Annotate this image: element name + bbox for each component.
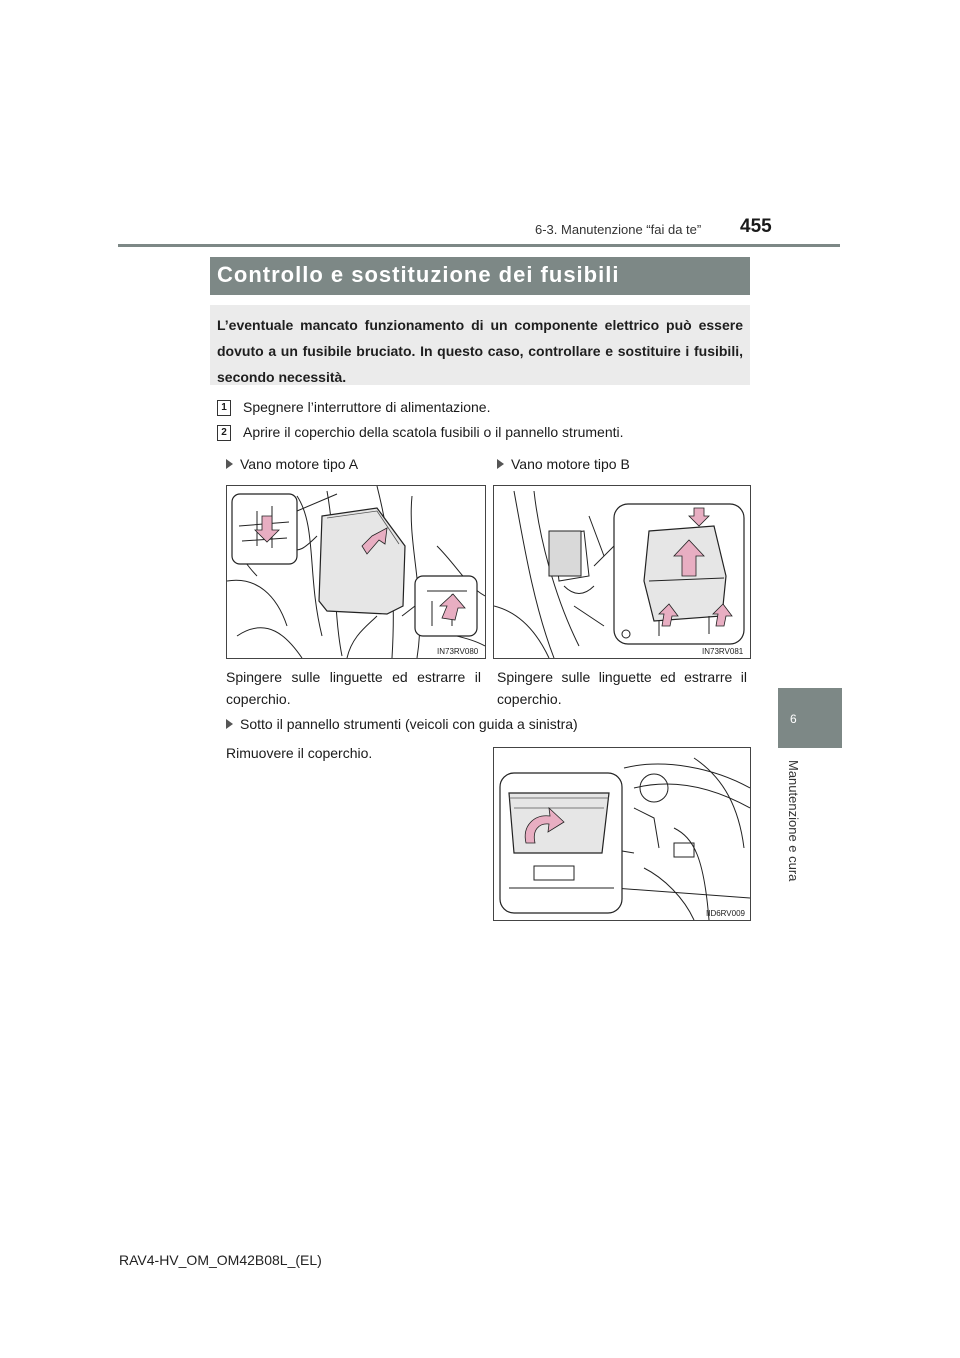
step-number: 1 (217, 400, 231, 416)
figure-code: IN73RV080 (437, 647, 479, 656)
step-number: 2 (217, 425, 231, 441)
triangle-bullet-icon (497, 459, 504, 469)
document-code: RAV4-HV_OM_OM42B08L_(EL) (119, 1252, 322, 1268)
triangle-bullet-icon (226, 719, 233, 729)
step-text: Aprire il coperchio della scatola fusibili o il pannello strumenti. (243, 424, 624, 440)
chapter-tab (778, 688, 842, 748)
bullet-text: Sotto il pannello strumenti (veicoli con guida a sinistra) (240, 716, 578, 732)
section-title: Controllo e sostituzione dei fusibili (217, 262, 620, 287)
step-text: Spegnere l’interruttore di alimentazione. (243, 399, 491, 415)
bullet-instrument-panel (226, 716, 578, 732)
chapter-tab-title: Manutenzione e cura (786, 760, 801, 882)
header-divider (118, 244, 840, 247)
bullet-engine-type-a (226, 456, 358, 472)
instrument-panel-illustration (494, 748, 750, 920)
section-reference: 6-3. Manutenzione “fai da te” (535, 222, 702, 237)
caption-engine-type-b: Spingere sulle linguette ed estrarre il coperchio. (497, 669, 747, 707)
caption-instrument-panel: Rimuovere il coperchio. (226, 745, 373, 761)
bullet-engine-type-b (497, 456, 630, 472)
caption-engine-type-a: Spingere sulle linguette ed estrarre il coperchio. (226, 669, 481, 707)
bullet-text: Vano motore tipo A (240, 456, 359, 472)
figure-instrument-panel (493, 747, 751, 921)
figure-engine-type-b (493, 485, 751, 659)
figure-engine-type-a (226, 485, 486, 659)
chapter-tab-number: 6 (790, 712, 797, 726)
figure-code: IID6RV009 (706, 909, 745, 918)
engine-type-a-illustration (227, 486, 485, 658)
page-number: 455 (740, 216, 772, 237)
bullet-text: Vano motore tipo B (511, 456, 630, 472)
engine-type-b-illustration (494, 486, 750, 658)
figure-code: IN73RV081 (702, 647, 744, 656)
triangle-bullet-icon (226, 459, 233, 469)
intro-text: L’eventuale mancato funzionamento di un componente elettrico può essere dovuto a un fusibile bruciato. In questo caso, controllare e sostituire i fusibili, secondo necessità. (217, 317, 743, 385)
